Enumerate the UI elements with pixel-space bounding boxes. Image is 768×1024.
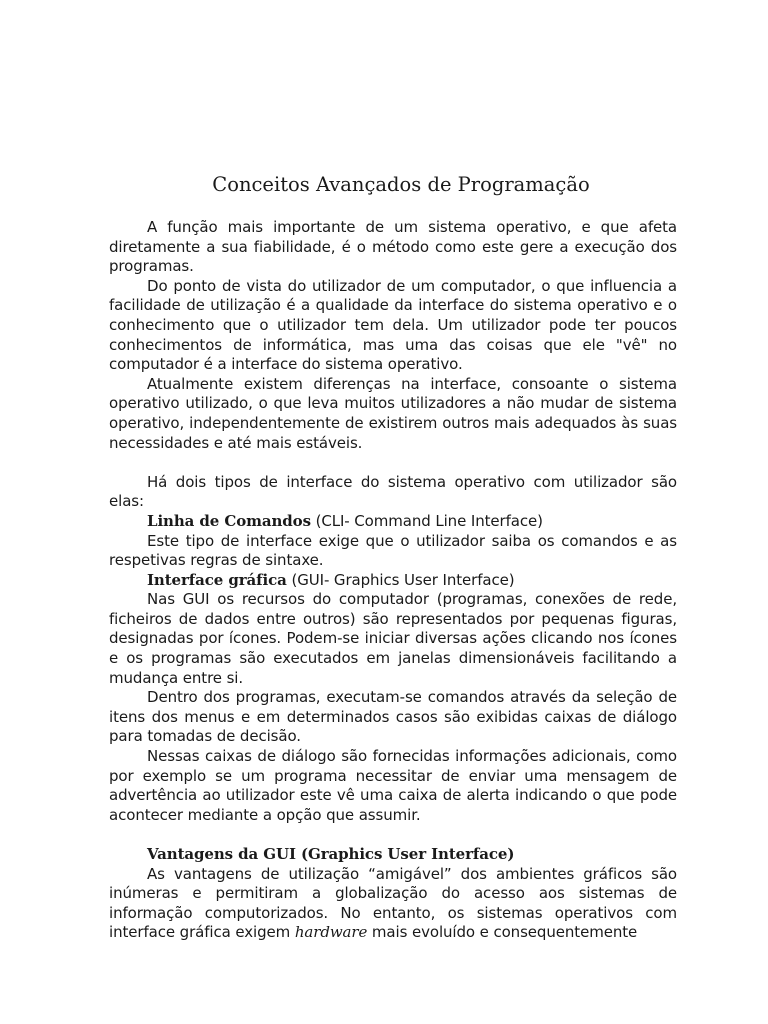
vantagens-text-a: As vantagens de utilização “amigável” dos ambientes gráficos são inúmeras e permitiram a globalização do acesso aos sistemas de informação computorizados. No entanto, os sistemas operativos com interface gráfica exigem [109, 864, 677, 942]
gui-subtitle: (GUI- Graphics User Interface) [286, 570, 515, 589]
paragraph-intro: A função mais importante de um sistema operativo, e que afeta diretamente a sua fiabilidade, é o método como este gere a execução dos programas. [109, 218, 677, 276]
document-page [109, 172, 677, 943]
paragraph-user-view: Do ponto de vista do utilizador de um computador, o que influencia a facilidade de utilização é a qualidade da interface do sistema operativo e o conhecimento que o utilizador tem dela. Um utilizador pode ter poucos conhecimentos de informática, mas uma das coisas que ele "vê" no computador é a interface do sistema operativo. [109, 276, 677, 374]
blank-line [109, 453, 677, 473]
cli-subtitle: (CLI- Command Line Interface) [310, 511, 543, 530]
paragraph-dialogs: Nessas caixas de diálogo são fornecidas informações adicionais, como por exemplo se um programa necessitar de enviar uma mensagem de advertência ao utilizador este vê uma caixa de alerta indicando o que pode acontecer mediante a opção que assumir. [109, 747, 677, 824]
document-title: Conceitos Avançados de Programação [212, 173, 590, 196]
gui-heading: Interface gráfica [147, 570, 287, 589]
paragraph-interface-types: Há dois tipos de interface do sistema operativo com utilizador são elas: [109, 472, 677, 511]
paragraph-vantagens [109, 865, 677, 943]
vantagens-text-b: mais evoluído e consequentemente [367, 923, 638, 942]
paragraph-differences: Atualmente existem diferenças na interface, consoante o sistema operativo utilizado, o que leva muitos utilizadores a não mudar de sistema operativo, independentemente de existirem outros mais adequados às suas necessidades e até mais estáveis. [109, 374, 677, 452]
cli-heading-line [109, 512, 677, 532]
vantagens-heading: Vantagens da GUI (Graphics User Interface) [147, 845, 515, 863]
cli-heading: Linha de Comandos [147, 511, 311, 530]
blank-line [109, 825, 677, 845]
hardware-term: hardware [294, 923, 368, 942]
vantagens-heading-line [109, 845, 677, 865]
gui-heading-line [109, 571, 677, 591]
paragraph-cli: Este tipo de interface exige que o utilizador saiba os comandos e as respetivas regras de sintaxe. [109, 531, 677, 570]
paragraph-gui: Nas GUI os recursos do computador (programas, conexões de rede, ficheiros de dados entre outros) são representados por pequenas figuras, designadas por ícones. Podem-se iniciar diversas ações clicando nos ícones e os programas são executados em janelas dimensionáveis facilitando a mudança entre si. [109, 590, 677, 687]
paragraph-menus: Dentro dos programas, executam-se comandos através da seleção de itens dos menus e em determinados casos são exibidas caixas de diálogo para tomadas de decisão. [109, 688, 677, 746]
